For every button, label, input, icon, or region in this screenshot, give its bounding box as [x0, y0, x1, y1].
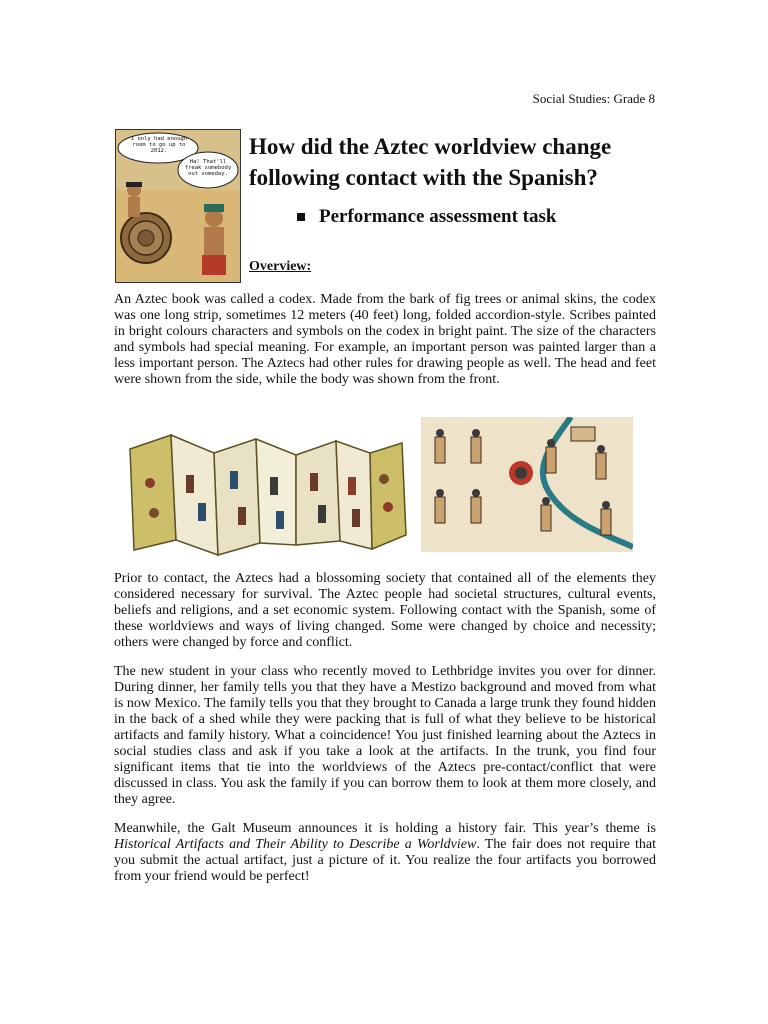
cartoon-bubble-left: I only had enough room to go up to 2012. [130, 136, 188, 154]
overview-label-text: Overview [249, 259, 307, 274]
page-title: How did the Aztec worldview change following contact with the Spanish? [249, 134, 612, 190]
subject-grade-label: Social Studies: Grade 8 [532, 91, 655, 106]
history-fair-text-end: . The fair does not require that you submit the actual artifact, just a picture of it. You realize the four artifacts you borrowed from your friend would be perfect! [114, 837, 656, 884]
paragraph-new-student: The new student in your class who recently moved to Lethbridge invites you over for dinner. During dinner, her family tells you that they have a Mestizo background and moved from what is now Mexico. The family tells you that they brought to Canada a large trunk they found hidden in the back of a shed while they were packing that is full of what they believe to be historical artifacts and family history. What a coincidence! You just finished learning about the Aztecs in social studies class and ask if you take a look at the artifacts. In the trunk, you find four significant items that tie into the worldviews of the Aztecs pre-contact/conflict that were discussed in class. You ask the family if you can borrow them to look at them more closely, and they agree. [114, 664, 656, 807]
paragraph-history-fair [114, 821, 656, 885]
square-bullet-icon [297, 213, 305, 221]
history-fair-text-start: Meanwhile, the Galt Museum announces it is holding a history fair. This year’s theme is [114, 821, 656, 836]
paragraph-codex: An Aztec book was called a codex. Made from the bark of fig trees or animal skins, the codex was one long strip, sometimes 12 meters (40 feet) long, folded accordion-style. Scribes painted in bright colours characters and symbols on the codex in bright paint. The size of the characters and symbols had special meaning. For example, an important person was painted larger than a less important person. The Aztecs had other rules for drawing people as well. The head and feet were shown from the side, while the body was shown from the front. [114, 292, 656, 387]
overview-colon: : [306, 259, 312, 274]
aztec-codex-mural-image [421, 417, 633, 552]
task-bullet [297, 206, 556, 228]
codex-accordion-image [126, 425, 411, 557]
fair-theme-italic: Historical Artifacts and Their Ability to Describe a Worldview [114, 837, 477, 852]
task-label: Performance assessment task [319, 206, 557, 227]
overview-heading [249, 259, 311, 275]
cartoon-bubble-right: Ha! That'll freak somebody out someday. [184, 159, 232, 177]
paragraph-prior-contact: Prior to contact, the Aztecs had a blossoming society that contained all of the elements they considered necessary for survival. The Aztec people had societal structures, cultural events, beliefs and religions, and a set economic system. Following contact with the Spanish, some of these worldviews and ways of living changed. Some were changed by choice and necessity; others were changed by force and conflict. [114, 571, 656, 650]
aztec-calendar-cartoon [115, 129, 241, 283]
